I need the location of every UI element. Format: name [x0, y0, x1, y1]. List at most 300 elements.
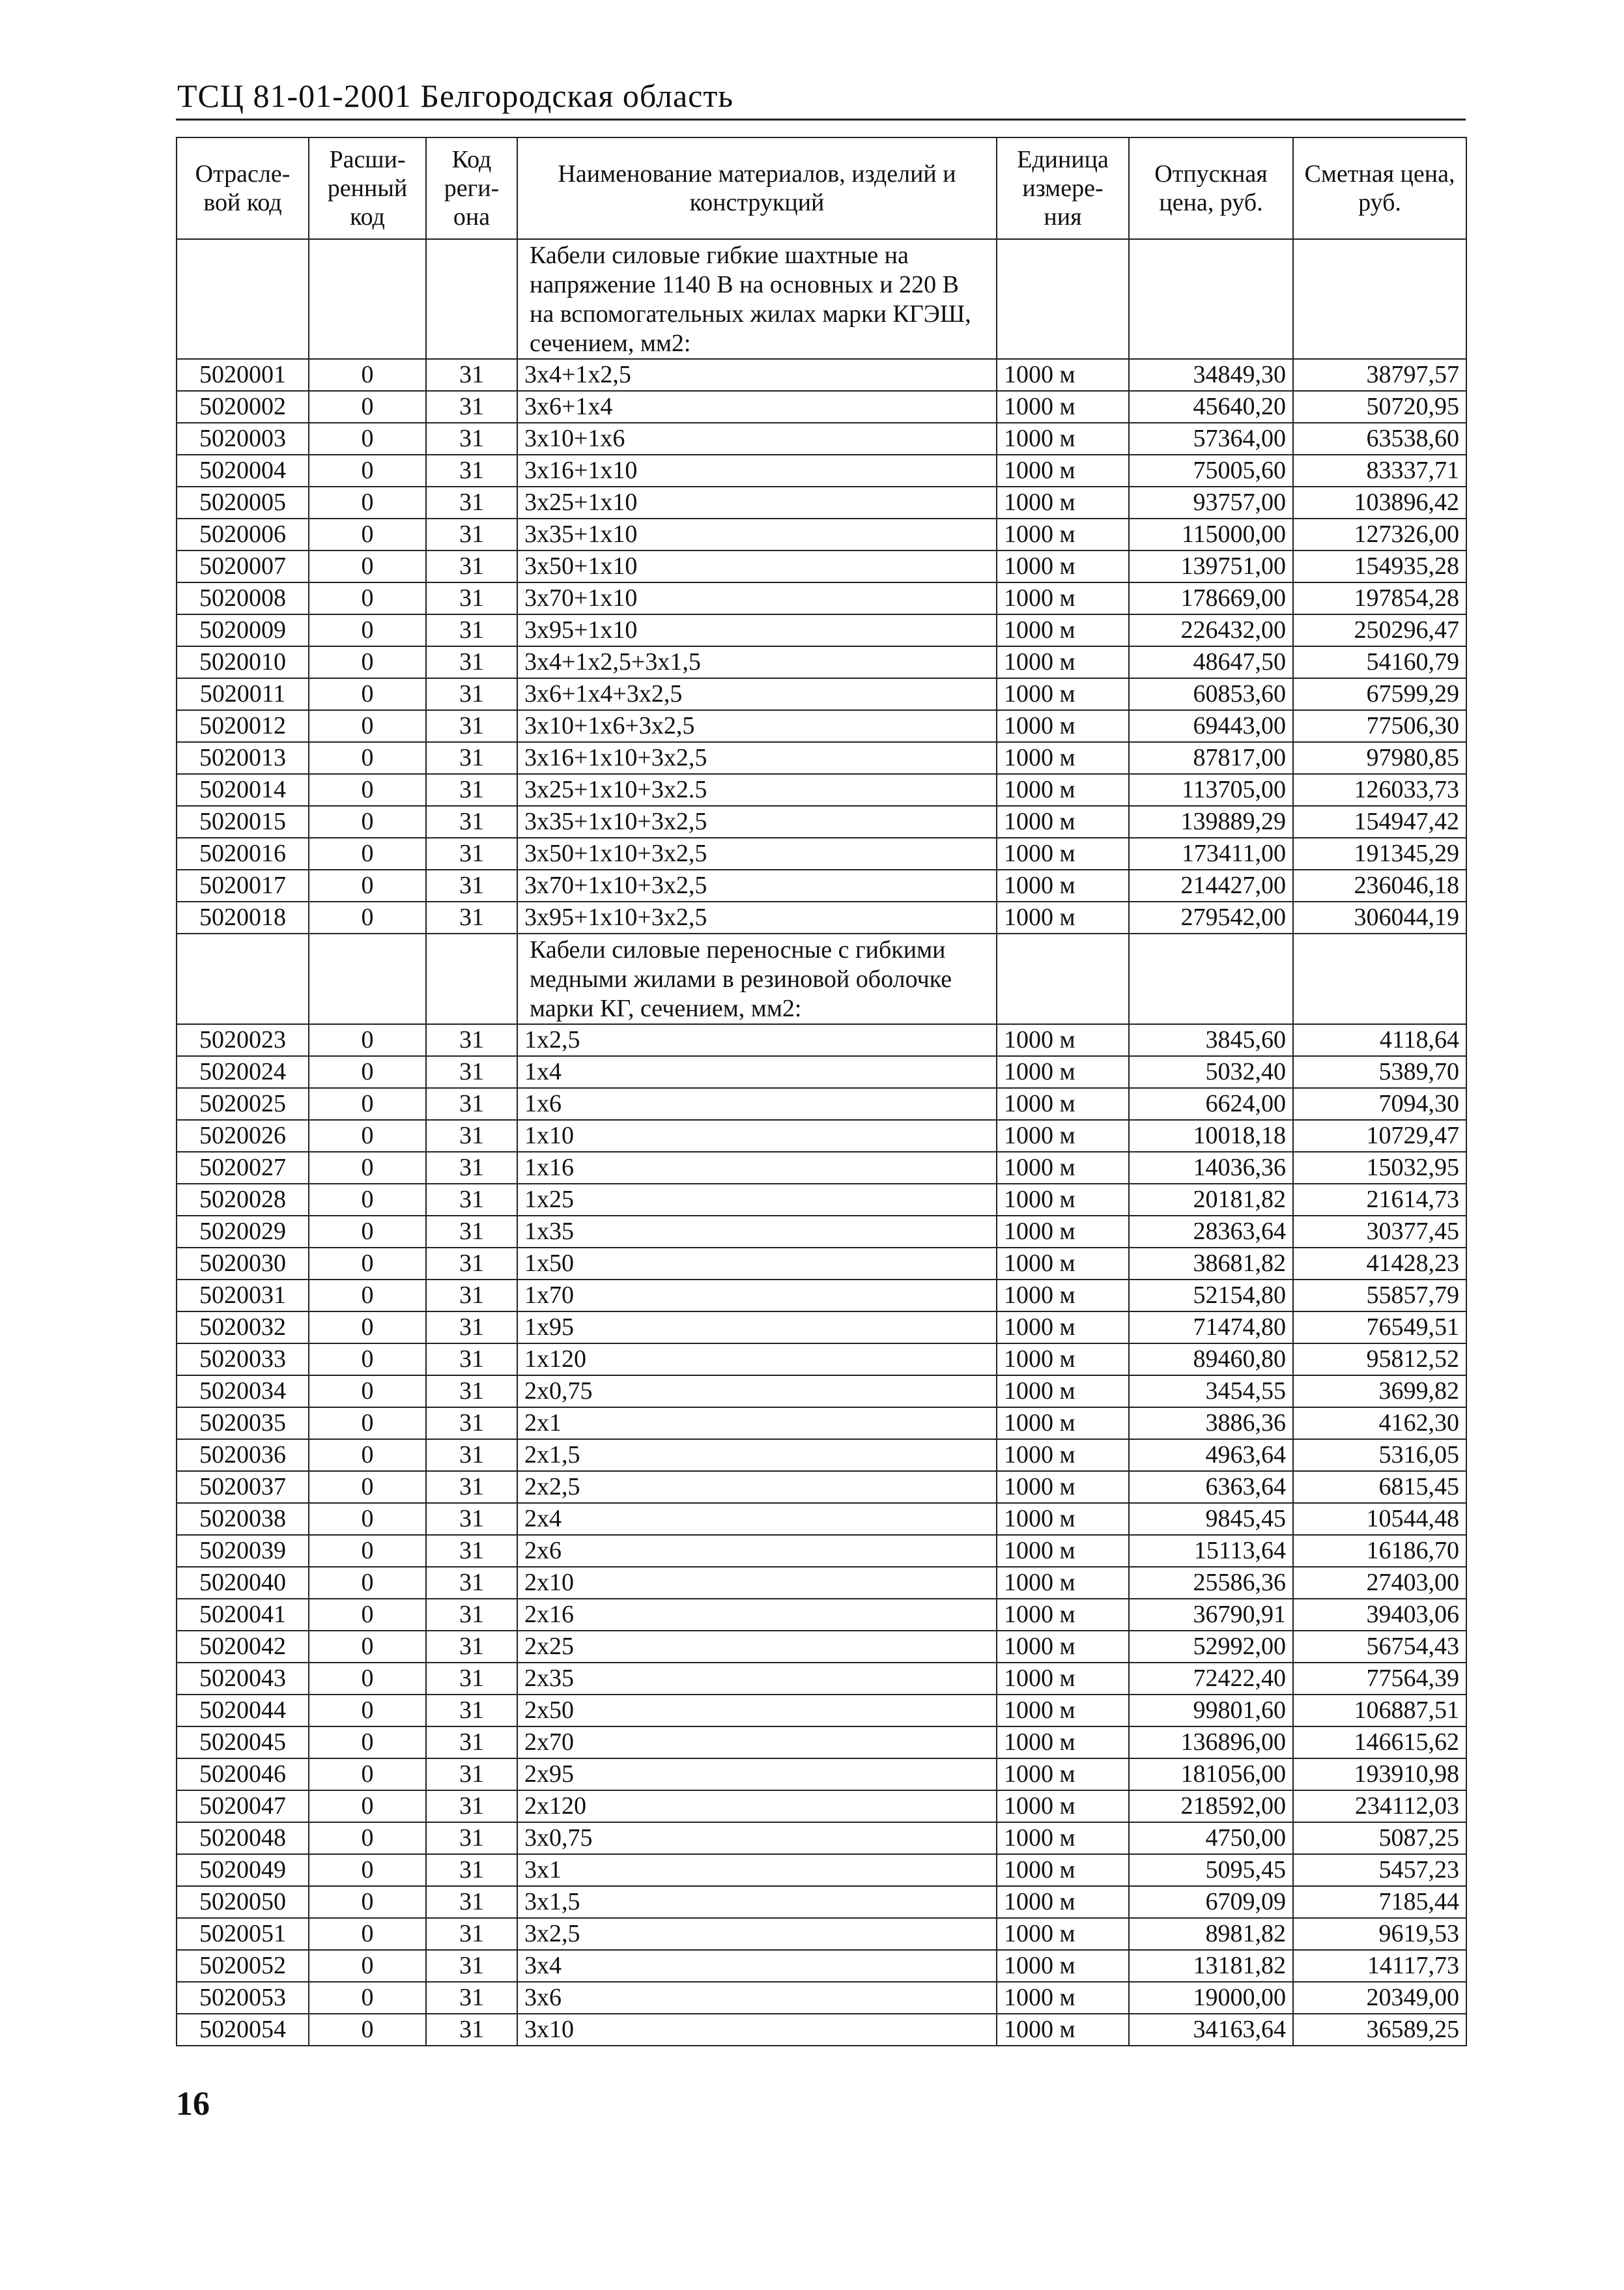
table-row — [177, 1184, 1466, 1216]
extended-code-cell: 0 — [309, 1695, 426, 1726]
estimate-price-cell: 234112,03 — [1293, 1790, 1466, 1822]
release-price-cell: 9845,45 — [1129, 1503, 1293, 1535]
table-row — [177, 742, 1466, 774]
table-row — [177, 1726, 1466, 1758]
col-header-branch-code: Отрасле-вой код — [177, 137, 309, 239]
release-price-cell: 57364,00 — [1129, 423, 1293, 455]
table-row — [177, 391, 1466, 423]
region-code-cell: 31 — [426, 1503, 517, 1535]
estimate-price-cell: 27403,00 — [1293, 1567, 1466, 1599]
release-price-cell: 178669,00 — [1129, 582, 1293, 614]
region-code-cell: 31 — [426, 1311, 517, 1343]
material-name-cell: 3x10+1x6 — [517, 423, 997, 455]
material-name-cell: 3x4 — [517, 1950, 997, 1982]
region-code-cell: 31 — [426, 455, 517, 487]
estimate-price-cell: 5389,70 — [1293, 1056, 1466, 1088]
table-row — [177, 678, 1466, 710]
estimate-price-cell: 21614,73 — [1293, 1184, 1466, 1216]
col-header-material-name: Наименование материалов, изделий и конструкций — [517, 137, 997, 239]
extended-code-cell: 0 — [309, 1918, 426, 1950]
release-price-cell: 115000,00 — [1129, 519, 1293, 551]
extended-code-cell: 0 — [309, 1311, 426, 1343]
unit-cell: 1000 м — [997, 519, 1129, 551]
document-title: ТСЦ 81-01-2001 Белгородская область — [177, 78, 734, 114]
material-name-cell: 1x70 — [517, 1280, 997, 1311]
unit-cell: 1000 м — [997, 1311, 1129, 1343]
region-code-cell: 31 — [426, 423, 517, 455]
table-row — [177, 1599, 1466, 1631]
table-row — [177, 1375, 1466, 1407]
extended-code-cell: 0 — [309, 1280, 426, 1311]
region-code-cell: 31 — [426, 1599, 517, 1631]
unit-cell: 1000 м — [997, 1503, 1129, 1535]
estimate-price-cell: 106887,51 — [1293, 1695, 1466, 1726]
release-price-cell: 226432,00 — [1129, 614, 1293, 646]
estimate-price-cell: 3699,82 — [1293, 1375, 1466, 1407]
empty-cell — [1129, 934, 1293, 1024]
table-row — [177, 1471, 1466, 1503]
region-code-cell: 31 — [426, 1152, 517, 1184]
table-row — [177, 1758, 1466, 1790]
table-row — [177, 1280, 1466, 1311]
branch-code-cell: 5020052 — [177, 1950, 309, 1982]
release-price-cell: 3886,36 — [1129, 1407, 1293, 1439]
table-header-row — [177, 137, 1466, 239]
extended-code-cell: 0 — [309, 1822, 426, 1854]
estimate-price-cell: 10544,48 — [1293, 1503, 1466, 1535]
extended-code-cell: 0 — [309, 1854, 426, 1886]
region-code-cell: 31 — [426, 1024, 517, 1056]
estimate-price-cell: 5087,25 — [1293, 1822, 1466, 1854]
release-price-cell: 173411,00 — [1129, 838, 1293, 870]
release-price-cell: 218592,00 — [1129, 1790, 1293, 1822]
unit-cell: 1000 м — [997, 1152, 1129, 1184]
unit-cell: 1000 м — [997, 2014, 1129, 2046]
estimate-price-cell: 10729,47 — [1293, 1120, 1466, 1152]
section-title: Кабели силовые переносные с гибкими медными жилами в резиновой оболочке марки КГ, сечением, мм2: — [517, 934, 997, 1024]
unit-cell: 1000 м — [997, 1375, 1129, 1407]
extended-code-cell: 0 — [309, 646, 426, 678]
extended-code-cell: 0 — [309, 1663, 426, 1695]
release-price-cell: 14036,36 — [1129, 1152, 1293, 1184]
material-name-cell: 3x6+1x4 — [517, 391, 997, 423]
extended-code-cell: 0 — [309, 1599, 426, 1631]
extended-code-cell: 0 — [309, 1248, 426, 1280]
release-price-cell: 99801,60 — [1129, 1695, 1293, 1726]
region-code-cell: 31 — [426, 1567, 517, 1599]
material-name-cell: 1x4 — [517, 1056, 997, 1088]
unit-cell: 1000 м — [997, 1471, 1129, 1503]
region-code-cell: 31 — [426, 838, 517, 870]
empty-cell — [997, 239, 1129, 359]
release-price-cell: 45640,20 — [1129, 391, 1293, 423]
table-row — [177, 710, 1466, 742]
branch-code-cell: 5020039 — [177, 1535, 309, 1567]
release-price-cell: 4750,00 — [1129, 1822, 1293, 1854]
material-name-cell: 2x25 — [517, 1631, 997, 1663]
extended-code-cell: 0 — [309, 1471, 426, 1503]
release-price-cell: 52992,00 — [1129, 1631, 1293, 1663]
release-price-cell: 52154,80 — [1129, 1280, 1293, 1311]
extended-code-cell: 0 — [309, 1024, 426, 1056]
material-name-cell: 2x4 — [517, 1503, 997, 1535]
material-name-cell: 3x50+1x10 — [517, 551, 997, 582]
unit-cell: 1000 м — [997, 1024, 1129, 1056]
material-name-cell: 3x50+1x10+3x2,5 — [517, 838, 997, 870]
branch-code-cell: 5020027 — [177, 1152, 309, 1184]
extended-code-cell: 0 — [309, 487, 426, 519]
material-name-cell: 2x1,5 — [517, 1439, 997, 1471]
branch-code-cell: 5020044 — [177, 1695, 309, 1726]
release-price-cell: 113705,00 — [1129, 774, 1293, 806]
material-name-cell: 1x95 — [517, 1311, 997, 1343]
table-row — [177, 1248, 1466, 1280]
region-code-cell: 31 — [426, 2014, 517, 2046]
material-name-cell: 2x35 — [517, 1663, 997, 1695]
empty-cell — [309, 239, 426, 359]
release-price-cell: 48647,50 — [1129, 646, 1293, 678]
section-title-row — [177, 934, 1466, 1024]
unit-cell: 1000 м — [997, 1343, 1129, 1375]
unit-cell: 1000 м — [997, 710, 1129, 742]
release-price-cell: 139889,29 — [1129, 806, 1293, 838]
unit-cell: 1000 м — [997, 1982, 1129, 2014]
unit-cell: 1000 м — [997, 1184, 1129, 1216]
region-code-cell: 31 — [426, 774, 517, 806]
region-code-cell: 31 — [426, 1407, 517, 1439]
empty-cell — [177, 239, 309, 359]
extended-code-cell: 0 — [309, 1343, 426, 1375]
table-row — [177, 1503, 1466, 1535]
unit-cell: 1000 м — [997, 774, 1129, 806]
extended-code-cell: 0 — [309, 582, 426, 614]
price-table — [176, 137, 1467, 2046]
material-name-cell: 1x6 — [517, 1088, 997, 1120]
unit-cell: 1000 м — [997, 1407, 1129, 1439]
estimate-price-cell: 126033,73 — [1293, 774, 1466, 806]
extended-code-cell: 0 — [309, 1439, 426, 1471]
unit-cell: 1000 м — [997, 678, 1129, 710]
table-row — [177, 2014, 1466, 2046]
branch-code-cell: 5020004 — [177, 455, 309, 487]
extended-code-cell: 0 — [309, 1375, 426, 1407]
branch-code-cell: 5020003 — [177, 423, 309, 455]
release-price-cell: 34163,64 — [1129, 2014, 1293, 2046]
estimate-price-cell: 30377,45 — [1293, 1216, 1466, 1248]
region-code-cell: 31 — [426, 1822, 517, 1854]
release-price-cell: 214427,00 — [1129, 870, 1293, 902]
unit-cell: 1000 м — [997, 1631, 1129, 1663]
branch-code-cell: 5020049 — [177, 1854, 309, 1886]
branch-code-cell: 5020029 — [177, 1216, 309, 1248]
material-name-cell: 3x35+1x10 — [517, 519, 997, 551]
extended-code-cell: 0 — [309, 1216, 426, 1248]
unit-cell: 1000 м — [997, 646, 1129, 678]
unit-cell: 1000 м — [997, 1599, 1129, 1631]
region-code-cell: 31 — [426, 1439, 517, 1471]
extended-code-cell: 0 — [309, 2014, 426, 2046]
material-name-cell: 2x50 — [517, 1695, 997, 1726]
estimate-price-cell: 39403,06 — [1293, 1599, 1466, 1631]
empty-cell — [1293, 934, 1466, 1024]
estimate-price-cell: 6815,45 — [1293, 1471, 1466, 1503]
estimate-price-cell: 127326,00 — [1293, 519, 1466, 551]
region-code-cell: 31 — [426, 1535, 517, 1567]
region-code-cell: 31 — [426, 742, 517, 774]
branch-code-cell: 5020011 — [177, 678, 309, 710]
unit-cell: 1000 м — [997, 1439, 1129, 1471]
branch-code-cell: 5020025 — [177, 1088, 309, 1120]
region-code-cell: 31 — [426, 1375, 517, 1407]
region-code-cell: 31 — [426, 710, 517, 742]
branch-code-cell: 5020031 — [177, 1280, 309, 1311]
material-name-cell: 1x2,5 — [517, 1024, 997, 1056]
material-name-cell: 2x0,75 — [517, 1375, 997, 1407]
branch-code-cell: 5020015 — [177, 806, 309, 838]
material-name-cell: 3x16+1x10 — [517, 455, 997, 487]
region-code-cell: 31 — [426, 1854, 517, 1886]
estimate-price-cell: 154947,42 — [1293, 806, 1466, 838]
release-price-cell: 60853,60 — [1129, 678, 1293, 710]
estimate-price-cell: 146615,62 — [1293, 1726, 1466, 1758]
release-price-cell: 6624,00 — [1129, 1088, 1293, 1120]
material-name-cell: 3x70+1x10 — [517, 582, 997, 614]
material-name-cell: 3x95+1x10+3x2,5 — [517, 902, 997, 934]
release-price-cell: 6363,64 — [1129, 1471, 1293, 1503]
extended-code-cell: 0 — [309, 678, 426, 710]
branch-code-cell: 5020017 — [177, 870, 309, 902]
estimate-price-cell: 55857,79 — [1293, 1280, 1466, 1311]
region-code-cell: 31 — [426, 806, 517, 838]
region-code-cell: 31 — [426, 902, 517, 934]
material-name-cell: 3x2,5 — [517, 1918, 997, 1950]
release-price-cell: 19000,00 — [1129, 1982, 1293, 2014]
table-row — [177, 646, 1466, 678]
col-header-extended-code: Расши-ренный код — [309, 137, 426, 239]
branch-code-cell: 5020008 — [177, 582, 309, 614]
estimate-price-cell: 83337,71 — [1293, 455, 1466, 487]
region-code-cell: 31 — [426, 1120, 517, 1152]
material-name-cell: 3x4+1x2,5 — [517, 359, 997, 391]
table-row — [177, 1695, 1466, 1726]
unit-cell: 1000 м — [997, 1726, 1129, 1758]
release-price-cell: 139751,00 — [1129, 551, 1293, 582]
region-code-cell: 31 — [426, 582, 517, 614]
region-code-cell: 31 — [426, 870, 517, 902]
extended-code-cell: 0 — [309, 902, 426, 934]
table-row — [177, 455, 1466, 487]
estimate-price-cell: 306044,19 — [1293, 902, 1466, 934]
branch-code-cell: 5020006 — [177, 519, 309, 551]
estimate-price-cell: 9619,53 — [1293, 1918, 1466, 1950]
unit-cell: 1000 м — [997, 423, 1129, 455]
table-row — [177, 806, 1466, 838]
estimate-price-cell: 36589,25 — [1293, 2014, 1466, 2046]
branch-code-cell: 5020007 — [177, 551, 309, 582]
estimate-price-cell: 5457,23 — [1293, 1854, 1466, 1886]
release-price-cell: 6709,09 — [1129, 1886, 1293, 1918]
unit-cell: 1000 м — [997, 614, 1129, 646]
region-code-cell: 31 — [426, 1982, 517, 2014]
branch-code-cell: 5020033 — [177, 1343, 309, 1375]
branch-code-cell: 5020014 — [177, 774, 309, 806]
material-name-cell: 3x25+1x10 — [517, 487, 997, 519]
empty-cell — [309, 934, 426, 1024]
empty-cell — [426, 934, 517, 1024]
branch-code-cell: 5020042 — [177, 1631, 309, 1663]
estimate-price-cell: 77564,39 — [1293, 1663, 1466, 1695]
branch-code-cell: 5020036 — [177, 1439, 309, 1471]
branch-code-cell: 5020045 — [177, 1726, 309, 1758]
material-name-cell: 2x120 — [517, 1790, 997, 1822]
release-price-cell: 75005,60 — [1129, 455, 1293, 487]
region-code-cell: 31 — [426, 646, 517, 678]
table-row — [177, 1950, 1466, 1982]
branch-code-cell: 5020030 — [177, 1248, 309, 1280]
material-name-cell: 2x6 — [517, 1535, 997, 1567]
col-header-release-price: Отпускная цена, руб. — [1129, 137, 1293, 239]
release-price-cell: 5095,45 — [1129, 1854, 1293, 1886]
unit-cell: 1000 м — [997, 1950, 1129, 1982]
extended-code-cell: 0 — [309, 1886, 426, 1918]
branch-code-cell: 5020026 — [177, 1120, 309, 1152]
estimate-price-cell: 193910,98 — [1293, 1758, 1466, 1790]
unit-cell: 1000 м — [997, 359, 1129, 391]
table-row — [177, 1311, 1466, 1343]
table-row — [177, 423, 1466, 455]
extended-code-cell: 0 — [309, 1407, 426, 1439]
unit-cell: 1000 м — [997, 1918, 1129, 1950]
unit-cell: 1000 м — [997, 838, 1129, 870]
extended-code-cell: 0 — [309, 870, 426, 902]
estimate-price-cell: 20349,00 — [1293, 1982, 1466, 2014]
estimate-price-cell: 5316,05 — [1293, 1439, 1466, 1471]
table-row — [177, 774, 1466, 806]
estimate-price-cell: 50720,95 — [1293, 391, 1466, 423]
material-name-cell: 2x1 — [517, 1407, 997, 1439]
estimate-price-cell: 236046,18 — [1293, 870, 1466, 902]
region-code-cell: 31 — [426, 1758, 517, 1790]
region-code-cell: 31 — [426, 678, 517, 710]
unit-cell: 1000 м — [997, 391, 1129, 423]
region-code-cell: 31 — [426, 1695, 517, 1726]
material-name-cell: 3x6+1x4+3x2,5 — [517, 678, 997, 710]
table-row — [177, 1343, 1466, 1375]
release-price-cell: 3454,55 — [1129, 1375, 1293, 1407]
unit-cell: 1000 м — [997, 870, 1129, 902]
table-row — [177, 582, 1466, 614]
unit-cell: 1000 м — [997, 1695, 1129, 1726]
extended-code-cell: 0 — [309, 1950, 426, 1982]
table-row — [177, 1631, 1466, 1663]
material-name-cell: 2x70 — [517, 1726, 997, 1758]
region-code-cell: 31 — [426, 1184, 517, 1216]
unit-cell: 1000 м — [997, 1120, 1129, 1152]
table-row — [177, 1088, 1466, 1120]
extended-code-cell: 0 — [309, 1184, 426, 1216]
estimate-price-cell: 103896,42 — [1293, 487, 1466, 519]
unit-cell: 1000 м — [997, 1248, 1129, 1280]
release-price-cell: 38681,82 — [1129, 1248, 1293, 1280]
empty-cell — [177, 934, 309, 1024]
table-row — [177, 1982, 1466, 2014]
table-row — [177, 519, 1466, 551]
release-price-cell: 72422,40 — [1129, 1663, 1293, 1695]
estimate-price-cell: 77506,30 — [1293, 710, 1466, 742]
extended-code-cell: 0 — [309, 423, 426, 455]
table-row — [177, 1216, 1466, 1248]
table-row — [177, 870, 1466, 902]
extended-code-cell: 0 — [309, 551, 426, 582]
extended-code-cell: 0 — [309, 1631, 426, 1663]
table-row — [177, 1407, 1466, 1439]
branch-code-cell: 5020018 — [177, 902, 309, 934]
branch-code-cell: 5020028 — [177, 1184, 309, 1216]
material-name-cell: 1x35 — [517, 1216, 997, 1248]
material-name-cell: 3x6 — [517, 1982, 997, 2014]
table-row — [177, 1918, 1466, 1950]
page-number: 16 — [176, 2085, 210, 2123]
material-name-cell: 3x10 — [517, 2014, 997, 2046]
region-code-cell: 31 — [426, 614, 517, 646]
region-code-cell: 31 — [426, 519, 517, 551]
section-title: Кабели силовые гибкие шахтные на напряжение 1140 В на основных и 220 В на вспомогательных жилах марки КГЭШ, сечением, мм2: — [517, 239, 997, 359]
col-header-region-code: Код реги-она — [426, 137, 517, 239]
table-body — [177, 239, 1466, 2046]
unit-cell: 1000 м — [997, 1886, 1129, 1918]
unit-cell: 1000 м — [997, 1567, 1129, 1599]
estimate-price-cell: 14117,73 — [1293, 1950, 1466, 1982]
region-code-cell: 31 — [426, 1280, 517, 1311]
table-row — [177, 1567, 1466, 1599]
extended-code-cell: 0 — [309, 1535, 426, 1567]
release-price-cell: 10018,18 — [1129, 1120, 1293, 1152]
unit-cell: 1000 м — [997, 1088, 1129, 1120]
unit-cell: 1000 м — [997, 582, 1129, 614]
material-name-cell: 3x95+1x10 — [517, 614, 997, 646]
branch-code-cell: 5020005 — [177, 487, 309, 519]
branch-code-cell: 5020054 — [177, 2014, 309, 2046]
estimate-price-cell: 76549,51 — [1293, 1311, 1466, 1343]
estimate-price-cell: 63538,60 — [1293, 423, 1466, 455]
extended-code-cell: 0 — [309, 1152, 426, 1184]
unit-cell: 1000 м — [997, 1790, 1129, 1822]
region-code-cell: 31 — [426, 1726, 517, 1758]
section-title-row — [177, 239, 1466, 359]
extended-code-cell: 0 — [309, 1120, 426, 1152]
branch-code-cell: 5020002 — [177, 391, 309, 423]
estimate-price-cell: 191345,29 — [1293, 838, 1466, 870]
estimate-price-cell: 4162,30 — [1293, 1407, 1466, 1439]
col-header-estimate-price: Сметная цена, руб. — [1293, 137, 1466, 239]
estimate-price-cell: 250296,47 — [1293, 614, 1466, 646]
unit-cell: 1000 м — [997, 902, 1129, 934]
table-row — [177, 487, 1466, 519]
region-code-cell: 31 — [426, 1216, 517, 1248]
region-code-cell: 31 — [426, 1088, 517, 1120]
table-row — [177, 1535, 1466, 1567]
table-row — [177, 1854, 1466, 1886]
extended-code-cell: 0 — [309, 1056, 426, 1088]
unit-cell: 1000 м — [997, 742, 1129, 774]
branch-code-cell: 5020001 — [177, 359, 309, 391]
unit-cell: 1000 м — [997, 1758, 1129, 1790]
release-price-cell: 89460,80 — [1129, 1343, 1293, 1375]
extended-code-cell: 0 — [309, 519, 426, 551]
extended-code-cell: 0 — [309, 806, 426, 838]
release-price-cell: 36790,91 — [1129, 1599, 1293, 1631]
release-price-cell: 25586,36 — [1129, 1567, 1293, 1599]
